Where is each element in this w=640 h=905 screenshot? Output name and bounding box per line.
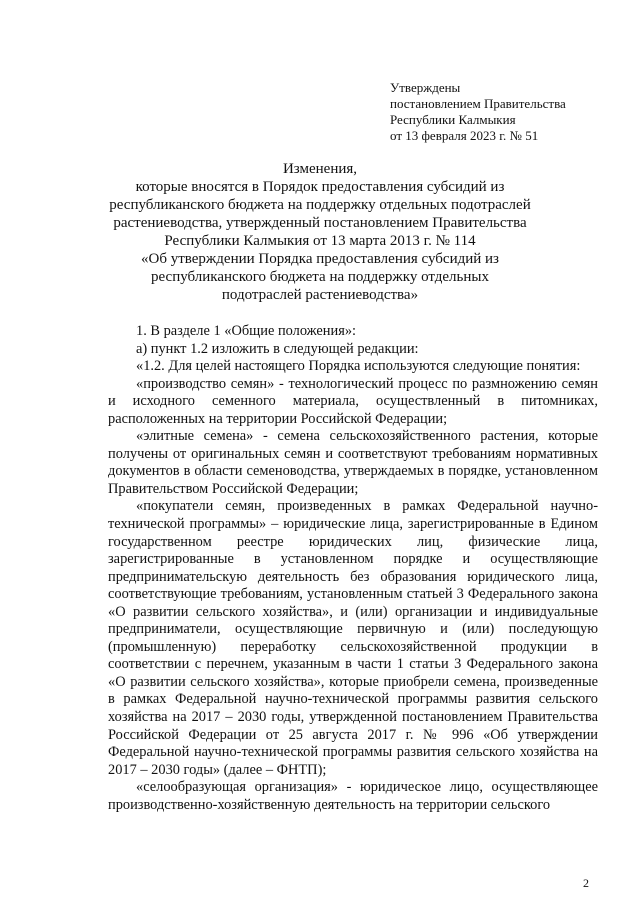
title-line: республиканского бюджета на поддержку отдельных подотраслей <box>109 197 531 213</box>
page-number: 2 <box>583 876 589 890</box>
paragraph: «селообразующая организация» - юридическое лицо, осуществляющее производственно-хозяйственную деятельность на территории сельского <box>108 779 598 813</box>
title-line: которые вносятся в Порядок предоставления субсидий из <box>135 179 505 195</box>
paragraph: а) пункт 1.2 изложить в следующей редакции: <box>136 340 419 357</box>
title-line: республиканского бюджета на поддержку отдельных <box>151 269 489 285</box>
approval-line: Республики Калмыкия <box>390 112 516 127</box>
title-line: подотраслей растениеводства» <box>221 287 419 303</box>
approval-line: от 13 февраля 2023 г. № 51 <box>390 128 539 143</box>
approval-stamp <box>390 80 620 144</box>
document-body <box>108 323 598 814</box>
title-line: растениеводства, утвержденный постановлением Правительства <box>113 215 527 231</box>
paragraph: «1.2. Для целей настоящего Порядка используются следующие понятия: <box>136 358 581 375</box>
approval-line: постановлением Правительства <box>390 96 566 111</box>
section-heading: 1. В разделе 1 «Общие положения»: <box>136 323 357 339</box>
paragraph: «покупатели семян, произведенных в рамках Федеральной научно-технической программы» – юридические лица, зарегистрированные в Едином государственном реестре юридических лиц, физические лица, зарегистрированные в установленном порядке и осуществляющие предпринимательскую деятельность без образования юридического лица, соответствующие требованиям, установленным статьей 3 Федерального закона «О развитии сельского хозяйства», и (или) организации и индивидуальные предприниматели, осуществляющие первичную и (или) последующую (промышленную) переработку сельскохозяйственной продукции в соответствии с перечнем, указанным в части 1 статьи 3 Федерального закона «О развитии сельского хозяйства», которые приобрели семена, произведенные в рамках Федеральной научно-технической программы развития сельского хозяйства на 2017 – 2030 годы, утвержденной постановлением Правительства Российской Федерации от 25 августа 2017 г. № 996 «Об утверждении Федеральной научно-технической программы развития сельского хозяйства на 2017 – 2030 годы» (далее – ФНТП); <box>108 498 598 778</box>
paragraph: «производство семян» - технологический процесс по размножению семян и исходного семенного материала, осуществленный в питомниках, расположенных на территории Российской Федерации; <box>108 375 598 427</box>
paragraph: «элитные семена» - семена сельскохозяйственного растения, которые получены от оригинальных семян и соответствуют требованиям нормативных документов в области семеноводства, утверждаемых в порядке, установленном Правительством Российской Федерации; <box>108 428 598 497</box>
title-line: «Об утверждении Порядка предоставления субсидий из <box>141 251 499 267</box>
title-line: Республики Калмыкия от 13 марта 2013 г. № 114 <box>164 233 476 249</box>
approval-line: Утверждены <box>390 80 461 95</box>
document-title <box>100 160 540 304</box>
title-line: Изменения, <box>282 161 358 177</box>
